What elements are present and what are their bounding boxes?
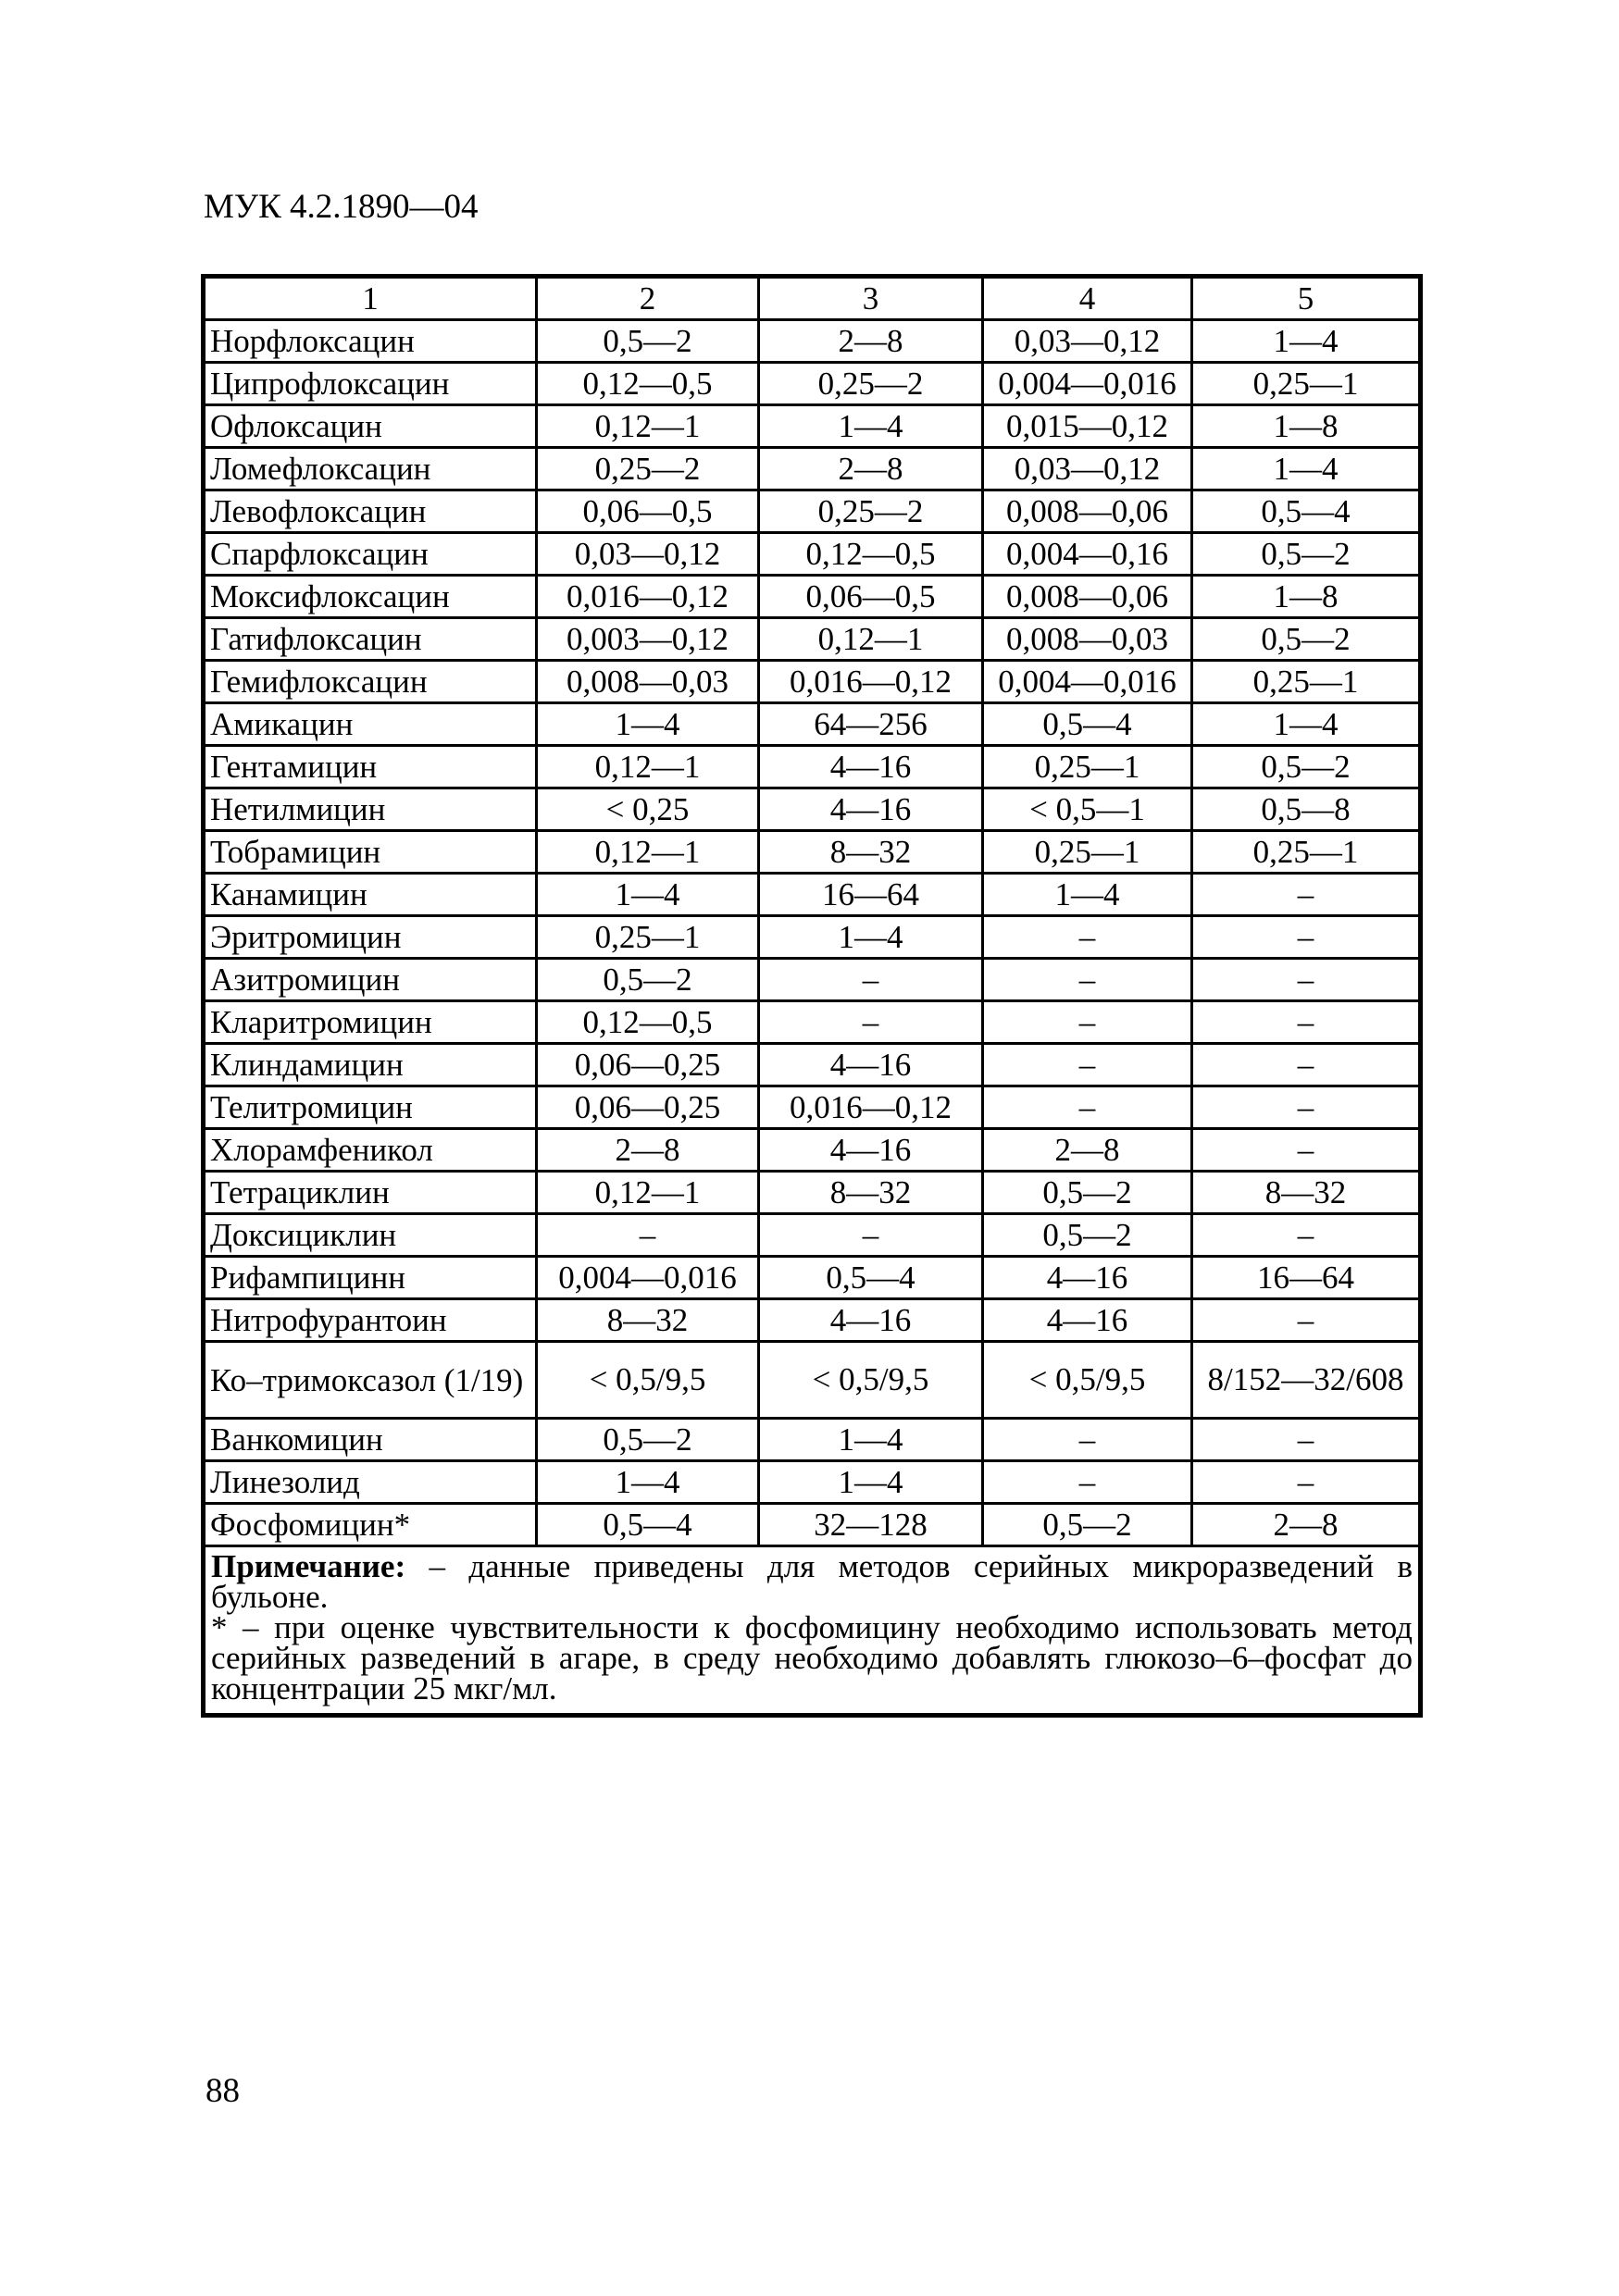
- table-row: [204, 1172, 1421, 1214]
- value-cell: –: [1192, 1461, 1421, 1504]
- value-cell: 0,5—4: [759, 1257, 983, 1299]
- drug-name-cell: Кларитромицин: [204, 1001, 537, 1044]
- table-row: [204, 1086, 1421, 1129]
- drug-name-cell: Ципрофлоксацин: [204, 363, 537, 405]
- table-body: [204, 277, 1421, 1716]
- value-cell: 0,5—2: [1192, 618, 1421, 661]
- drug-name-cell: Нетилмицин: [204, 788, 537, 831]
- value-cell: 0,008—0,06: [983, 576, 1192, 618]
- drug-name-cell: Телитромицин: [204, 1086, 537, 1129]
- value-cell: 4—16: [983, 1299, 1192, 1342]
- susceptibility-table: [201, 274, 1423, 1718]
- table-row: [204, 490, 1421, 533]
- drug-name-cell: Нитрофурантоин: [204, 1299, 537, 1342]
- value-cell: 8—32: [1192, 1172, 1421, 1214]
- value-cell: 32—128: [759, 1504, 983, 1546]
- value-cell: 1—4: [537, 874, 759, 916]
- value-cell: < 0,5/9,5: [537, 1342, 759, 1419]
- value-cell: 2—8: [983, 1129, 1192, 1172]
- table-row: [204, 1342, 1421, 1419]
- value-cell: 0,5—2: [537, 959, 759, 1001]
- table-row: [204, 576, 1421, 618]
- value-cell: 0,5—4: [983, 703, 1192, 746]
- value-cell: 0,06—0,5: [759, 576, 983, 618]
- column-header-1: 1: [204, 277, 537, 320]
- value-cell: 2—8: [537, 1129, 759, 1172]
- note-row: [204, 1546, 1421, 1716]
- value-cell: 0,004—0,16: [983, 533, 1192, 576]
- table-row: [204, 1001, 1421, 1044]
- value-cell: 8—32: [537, 1299, 759, 1342]
- table-row: [204, 618, 1421, 661]
- value-cell: –: [1192, 959, 1421, 1001]
- value-cell: 8—32: [759, 831, 983, 874]
- value-cell: 0,12—1: [537, 1172, 759, 1214]
- note-text-1: – данные приведены для методов серийных микроразведений в бульоне.: [211, 1548, 1413, 1615]
- column-header-4: 4: [983, 277, 1192, 320]
- table-row: [204, 788, 1421, 831]
- value-cell: –: [1192, 1086, 1421, 1129]
- value-cell: 4—16: [759, 1129, 983, 1172]
- value-cell: 2—8: [1192, 1504, 1421, 1546]
- value-cell: 1—4: [983, 874, 1192, 916]
- drug-name-cell: Фосфомицин*: [204, 1504, 537, 1546]
- column-number-row: [204, 277, 1421, 320]
- value-cell: 0,004—0,016: [983, 363, 1192, 405]
- table-row: [204, 1257, 1421, 1299]
- drug-name-cell: Левофлоксацин: [204, 490, 537, 533]
- value-cell: 0,03—0,12: [983, 448, 1192, 490]
- drug-name-cell: Эритромицин: [204, 916, 537, 959]
- value-cell: 4—16: [759, 1299, 983, 1342]
- value-cell: 1—4: [537, 1461, 759, 1504]
- value-cell: 0,004—0,016: [983, 661, 1192, 703]
- value-cell: < 0,5/9,5: [759, 1342, 983, 1419]
- value-cell: 8—32: [759, 1172, 983, 1214]
- value-cell: 0,25—1: [537, 916, 759, 959]
- value-cell: 0,12—0,5: [537, 363, 759, 405]
- value-cell: 0,5—2: [537, 320, 759, 363]
- value-cell: 8/152—32/608: [1192, 1342, 1421, 1419]
- value-cell: –: [1192, 1129, 1421, 1172]
- value-cell: 16—64: [759, 874, 983, 916]
- column-header-2: 2: [537, 277, 759, 320]
- value-cell: 0,25—2: [537, 448, 759, 490]
- value-cell: 64—256: [759, 703, 983, 746]
- value-cell: 0,015—0,12: [983, 405, 1192, 448]
- value-cell: 0,03—0,12: [983, 320, 1192, 363]
- drug-name-cell: Тобрамицин: [204, 831, 537, 874]
- drug-name-cell: Спарфлоксацин: [204, 533, 537, 576]
- value-cell: –: [1192, 1419, 1421, 1461]
- table-row: [204, 661, 1421, 703]
- drug-name-cell: Линезолид: [204, 1461, 537, 1504]
- value-cell: –: [759, 1214, 983, 1257]
- table-row: [204, 533, 1421, 576]
- value-cell: –: [759, 959, 983, 1001]
- drug-name-cell: Гемифлоксацин: [204, 661, 537, 703]
- drug-name-cell: Доксициклин: [204, 1214, 537, 1257]
- value-cell: 1—4: [1192, 703, 1421, 746]
- value-cell: 0,016—0,12: [537, 576, 759, 618]
- value-cell: 0,12—1: [537, 831, 759, 874]
- drug-name-cell: Амикацин: [204, 703, 537, 746]
- value-cell: 1—8: [1192, 576, 1421, 618]
- value-cell: –: [983, 1461, 1192, 1504]
- value-cell: 1—4: [759, 916, 983, 959]
- drug-name-cell: Гатифлоксацин: [204, 618, 537, 661]
- document-code-header: МУК 4.2.1890—04: [204, 188, 479, 226]
- value-cell: –: [759, 1001, 983, 1044]
- value-cell: 0,06—0,5: [537, 490, 759, 533]
- drug-name-cell: Канамицин: [204, 874, 537, 916]
- value-cell: –: [983, 1001, 1192, 1044]
- value-cell: 1—4: [759, 1461, 983, 1504]
- value-cell: 0,5—2: [1192, 746, 1421, 788]
- value-cell: 0,12—1: [537, 746, 759, 788]
- value-cell: 0,5—4: [1192, 490, 1421, 533]
- value-cell: –: [983, 1086, 1192, 1129]
- drug-name-cell: Офлоксацин: [204, 405, 537, 448]
- table-row: [204, 1129, 1421, 1172]
- table-row: [204, 703, 1421, 746]
- note-paragraph-2: * – при оценке чувствительности к фосфомицину необходимо использовать метод серийных разведений в агаре, в среду необходимо добавлять глюкозо–6–фосфат до концентрации 25 мкг/мл.: [211, 1609, 1413, 1706]
- value-cell: < 0,5/9,5: [983, 1342, 1192, 1419]
- value-cell: 0,5—8: [1192, 788, 1421, 831]
- drug-name-cell: Клиндамицин: [204, 1044, 537, 1086]
- note-paragraph-1: [211, 1548, 1413, 1615]
- value-cell: 0,25—1: [983, 831, 1192, 874]
- value-cell: 0,004—0,016: [537, 1257, 759, 1299]
- value-cell: 0,25—1: [1192, 363, 1421, 405]
- value-cell: 0,12—1: [537, 405, 759, 448]
- value-cell: 16—64: [1192, 1257, 1421, 1299]
- value-cell: –: [1192, 1214, 1421, 1257]
- table-row: [204, 1419, 1421, 1461]
- value-cell: 1—4: [759, 405, 983, 448]
- drug-name-cell: Ванкомицин: [204, 1419, 537, 1461]
- value-cell: 2—8: [759, 320, 983, 363]
- value-cell: 1—4: [1192, 320, 1421, 363]
- value-cell: –: [1192, 1001, 1421, 1044]
- table-row: [204, 1044, 1421, 1086]
- value-cell: –: [983, 916, 1192, 959]
- table-row: [204, 405, 1421, 448]
- table-row: [204, 959, 1421, 1001]
- value-cell: –: [1192, 916, 1421, 959]
- value-cell: 0,25—1: [1192, 661, 1421, 703]
- value-cell: 0,016—0,12: [759, 661, 983, 703]
- value-cell: 0,25—2: [759, 490, 983, 533]
- value-cell: 0,25—2: [759, 363, 983, 405]
- value-cell: 0,03—0,12: [537, 533, 759, 576]
- value-cell: 4—16: [759, 788, 983, 831]
- value-cell: 0,5—4: [537, 1504, 759, 1546]
- value-cell: < 0,25: [537, 788, 759, 831]
- value-cell: –: [537, 1214, 759, 1257]
- table-row: [204, 1461, 1421, 1504]
- value-cell: < 0,5—1: [983, 788, 1192, 831]
- value-cell: 4—16: [759, 1044, 983, 1086]
- value-cell: –: [983, 959, 1192, 1001]
- value-cell: 2—8: [759, 448, 983, 490]
- table-row: [204, 320, 1421, 363]
- value-cell: 1—4: [1192, 448, 1421, 490]
- table-row: [204, 746, 1421, 788]
- drug-name-cell: Азитромицин: [204, 959, 537, 1001]
- value-cell: –: [983, 1419, 1192, 1461]
- value-cell: 0,12—0,5: [759, 533, 983, 576]
- drug-name-cell: Гентамицин: [204, 746, 537, 788]
- page-number: 88: [205, 2072, 240, 2110]
- note-label: Примечание:: [211, 1548, 406, 1584]
- drug-name-cell: Тетрациклин: [204, 1172, 537, 1214]
- drug-name-cell: Моксифлоксацин: [204, 576, 537, 618]
- value-cell: 0,008—0,03: [537, 661, 759, 703]
- drug-name-cell: Рифампицинн: [204, 1257, 537, 1299]
- value-cell: 0,06—0,25: [537, 1086, 759, 1129]
- value-cell: 0,12—1: [759, 618, 983, 661]
- table-row: [204, 831, 1421, 874]
- value-cell: 0,25—1: [1192, 831, 1421, 874]
- table-row: [204, 1299, 1421, 1342]
- column-header-5: 5: [1192, 277, 1421, 320]
- table-note: [204, 1546, 1421, 1716]
- drug-name-cell: Хлорамфеникол: [204, 1129, 537, 1172]
- value-cell: 4—16: [759, 746, 983, 788]
- table-row: [204, 363, 1421, 405]
- value-cell: 0,5—2: [1192, 533, 1421, 576]
- drug-name-cell: Норфлоксацин: [204, 320, 537, 363]
- value-cell: 0,12—0,5: [537, 1001, 759, 1044]
- table-row: [204, 448, 1421, 490]
- value-cell: 0,5—2: [537, 1419, 759, 1461]
- value-cell: –: [1192, 874, 1421, 916]
- value-cell: 0,008—0,03: [983, 618, 1192, 661]
- column-header-3: 3: [759, 277, 983, 320]
- value-cell: 0,5—2: [983, 1172, 1192, 1214]
- value-cell: 0,25—1: [983, 746, 1192, 788]
- value-cell: 0,5—2: [983, 1504, 1192, 1546]
- value-cell: –: [1192, 1044, 1421, 1086]
- value-cell: 1—4: [759, 1419, 983, 1461]
- value-cell: 0,5—2: [983, 1214, 1192, 1257]
- table-row: [204, 874, 1421, 916]
- table-row: [204, 1504, 1421, 1546]
- table-row: [204, 1214, 1421, 1257]
- value-cell: –: [1192, 1299, 1421, 1342]
- value-cell: 0,003—0,12: [537, 618, 759, 661]
- value-cell: 4—16: [983, 1257, 1192, 1299]
- value-cell: 1—4: [537, 703, 759, 746]
- drug-name-cell: Ко–тримоксазол (1/19): [204, 1342, 537, 1419]
- value-cell: 0,016—0,12: [759, 1086, 983, 1129]
- value-cell: 0,008—0,06: [983, 490, 1192, 533]
- value-cell: 1—8: [1192, 405, 1421, 448]
- drug-name-cell: Ломефлоксацин: [204, 448, 537, 490]
- table-row: [204, 916, 1421, 959]
- value-cell: 0,06—0,25: [537, 1044, 759, 1086]
- value-cell: –: [983, 1044, 1192, 1086]
